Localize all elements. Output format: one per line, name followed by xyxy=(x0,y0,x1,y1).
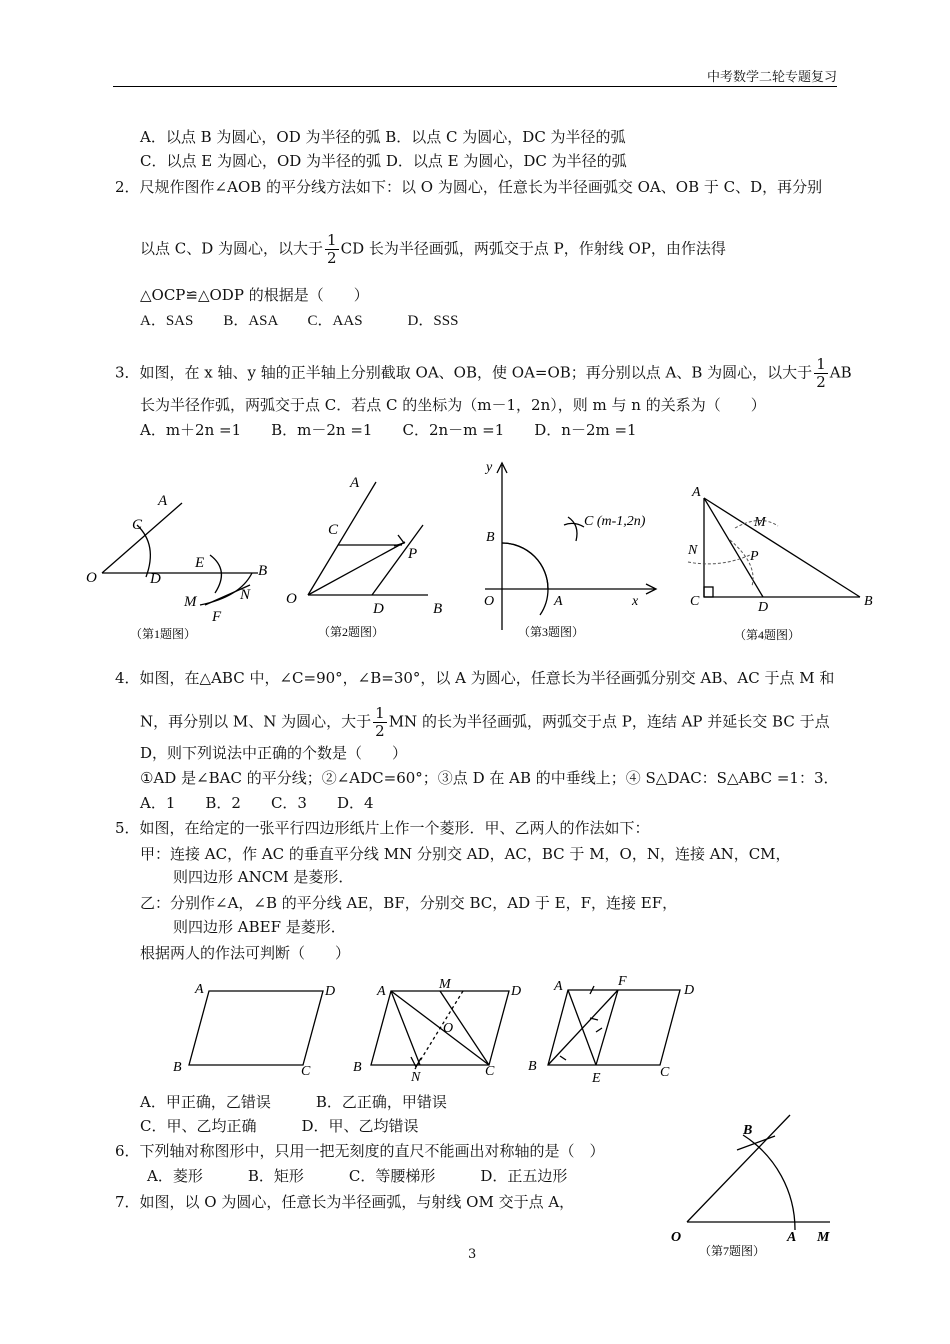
q7-line1: 7．如图，以 O 为圆心，任意长为半径画弧，与射线 OM 交于点 A， xyxy=(115,1193,575,1211)
q5b-label-m: M xyxy=(439,977,451,992)
fig4-label-m: M xyxy=(754,515,766,530)
q3-line1-b: AB xyxy=(829,363,852,382)
q4-line4: ①AD 是∠BAC 的平分线；②∠ADC=60°；③点 D 在 AB 的中垂线上；④ S△DAC：S△ABC =1：3． xyxy=(140,769,839,787)
q3-line1 xyxy=(115,356,852,391)
fig3-label-b: B xyxy=(486,530,495,545)
fig4-label-b: B xyxy=(864,594,873,609)
q1-options-cd: C．以点 E 为圆心，OD 为半径的弧 D．以点 E 为圆心，DC 为半径的弧 xyxy=(140,152,627,170)
q1-options-ab: A．以点 B 为圆心，OD 为半径的弧 B．以点 C 为圆心，DC 为半径的弧 xyxy=(140,128,626,146)
fig1-label-b: B xyxy=(258,563,268,579)
q6-options: A．菱形 B．矩形 C．等腰梯形 D．正五边形 xyxy=(147,1167,568,1185)
q4-frac-den: 2 xyxy=(375,722,385,740)
q5c-label-b: B xyxy=(528,1059,537,1074)
q2-fraction xyxy=(325,232,339,267)
header-title: 中考数学二轮专题复习 xyxy=(706,70,837,85)
q5b-label-o: O xyxy=(443,1021,454,1036)
q2-line2 xyxy=(140,232,726,267)
fig7-caption: （第7题图） xyxy=(699,1244,766,1258)
q5b-label-d: D xyxy=(511,984,522,999)
fig3-label-x: x xyxy=(632,594,639,609)
figure-7 xyxy=(665,1110,845,1260)
fig2-label-b: B xyxy=(433,601,443,617)
fig1-label-d: D xyxy=(150,571,161,587)
q3-frac-num: 1 xyxy=(816,355,826,373)
figure-4 xyxy=(680,480,880,645)
fig3-label-c: C (m-1,2n) xyxy=(584,514,646,529)
q5-yi-line2: 则四边形 ABEF 是菱形． xyxy=(173,918,346,936)
q5a-label-b: B xyxy=(173,1060,182,1075)
q5-jia-line1: 甲：连接 AC，作 AC 的垂直平分线 MN 分别交 AD，AC，BC 于 M，O，N，连接 AN，CM， xyxy=(140,845,791,863)
q3-line1-a: 3．如图，在 x 轴、y 轴的正半轴上分别截取 OA、OB，使 OA=OB；再分别以点 A、B 为圆心，以大于 xyxy=(115,363,813,382)
q5a-label-d: D xyxy=(325,984,336,999)
q3-frac-den: 2 xyxy=(816,373,826,391)
q5c-label-e: E xyxy=(592,1071,601,1085)
q4-line2-a: N，再分别以 M、N 为圆心，大于 xyxy=(140,712,372,731)
fig3-label-o: O xyxy=(484,594,495,609)
q2-line2-a: 以点 C、D 为圆心，以大于 xyxy=(140,239,324,258)
fig3-label-y: y xyxy=(486,460,493,475)
q2-line1: 2．尺规作图作∠AOB 的平分线方法如下：以 O 为圆心，任意长为半径画弧交 OA、OB 于 C、D，再分别 xyxy=(115,178,823,196)
q2-frac-den: 2 xyxy=(327,249,337,267)
fig2-caption: （第2题图） xyxy=(318,625,385,639)
q5-figure-b xyxy=(345,975,535,1085)
q4-line2 xyxy=(140,705,830,740)
fig7-label-o: O xyxy=(671,1230,682,1245)
q5-options-cd: C．甲、乙均正确 D．甲、乙均错误 xyxy=(140,1117,419,1135)
fig7-label-m: M xyxy=(817,1230,830,1245)
fig1-label-f: F xyxy=(212,609,222,625)
fig3-label-a: A xyxy=(554,594,563,609)
q5c-label-a: A xyxy=(554,979,563,994)
fig1-label-m: M xyxy=(184,594,197,610)
q5c-label-d: D xyxy=(684,983,695,998)
q5b-label-n: N xyxy=(411,1070,421,1085)
q5-figure-a xyxy=(165,975,345,1085)
q2-options: A．SAS B．ASA C．AAS D．SSS xyxy=(140,313,459,329)
fig1-label-a: A xyxy=(158,493,168,509)
fig3-caption: （第3题图） xyxy=(518,625,585,639)
q5-options-ab: A．甲正确，乙错误 B．乙正确，甲错误 xyxy=(140,1093,447,1111)
q5c-label-c: C xyxy=(660,1065,670,1080)
fig4-label-n: N xyxy=(688,543,698,558)
q6-line1: 6．下列轴对称图形中，只用一把无刻度的直尺不能画出对称轴的是（ ） xyxy=(115,1142,605,1160)
q4-fraction xyxy=(373,705,387,740)
q5-judge: 根据两人的作法可判断（ ） xyxy=(140,944,351,962)
q5a-label-a: A xyxy=(195,982,204,997)
fig1-label-n: N xyxy=(240,587,251,603)
q5b-label-b: B xyxy=(353,1060,362,1075)
q3-options: A．m＋2n =1 B．m－2n =1 C．2n－m =1 D．n－2m =1 xyxy=(140,421,637,439)
fig7-label-b: B xyxy=(743,1123,753,1138)
q5b-label-c: C xyxy=(485,1064,495,1079)
fig4-label-p: P xyxy=(750,549,759,564)
q3-line2: 长为半径作弧，两弧交于点 C．若点 C 的坐标为（m－1，2n），则 m 与 n 的关系为（ ） xyxy=(140,396,766,414)
page-number: 3 xyxy=(468,1247,477,1262)
fig4-caption: （第4题图） xyxy=(734,628,801,642)
header-rule xyxy=(113,86,837,87)
fig2-label-o: O xyxy=(286,591,297,607)
fig1-label-e: E xyxy=(195,555,205,571)
fig2-label-p: P xyxy=(408,546,418,562)
q2-line2-b: CD 长为半径画弧，两弧交于点 P，作射线 OP，由作法得 xyxy=(340,239,726,258)
q4-frac-num: 1 xyxy=(375,704,385,722)
q5-yi-line1: 乙：分别作∠A，∠B 的平分线 AE，BF，分别交 BC，AD 于 E，F，连接 EF， xyxy=(140,894,678,912)
figure-2 xyxy=(280,470,460,645)
q5-line1: 5．如图，在给定的一张平行四边形纸片上作一个菱形．甲、乙两人的作法如下： xyxy=(115,819,650,837)
fig1-label-c: C xyxy=(132,517,143,533)
fig2-label-c: C xyxy=(328,522,339,538)
q5-jia-line2: 则四边形 ANCM 是菱形． xyxy=(173,868,354,886)
fig1-caption: （第1题图） xyxy=(130,627,197,641)
fig4-label-d: D xyxy=(758,600,769,615)
q5b-label-a: A xyxy=(377,984,386,999)
q5a-label-c: C xyxy=(301,1064,311,1079)
q2-line3: △OCP≌△ODP 的根据是（ ） xyxy=(140,286,369,304)
fig4-label-a: A xyxy=(692,485,701,500)
fig7-label-a: A xyxy=(787,1230,797,1245)
q4-line3: D，则下列说法中正确的个数是（ ） xyxy=(140,744,408,762)
q4-line1: 4．如图，在△ABC 中，∠C=90°，∠B=30°，以 A 为圆心，任意长为半径画弧分别交 AB、AC 于点 M 和 xyxy=(115,669,835,687)
fig1-label-o: O xyxy=(86,570,97,586)
q4-line2-b: MN 的长为半径画弧，两弧交于点 P，连结 AP 并延长交 BC 于点 xyxy=(388,712,830,731)
fig2-label-d: D xyxy=(373,601,384,617)
q4-options: A．1 B．2 C．3 D．4 xyxy=(140,794,374,812)
q3-fraction xyxy=(814,356,828,391)
q2-frac-num: 1 xyxy=(327,231,337,249)
q5c-label-f: F xyxy=(618,974,627,989)
figure-1 xyxy=(80,485,280,645)
q5-figure-c xyxy=(520,970,710,1085)
figure-3 xyxy=(470,455,665,645)
fig4-label-c: C xyxy=(690,594,700,609)
fig2-label-a: A xyxy=(350,475,360,491)
